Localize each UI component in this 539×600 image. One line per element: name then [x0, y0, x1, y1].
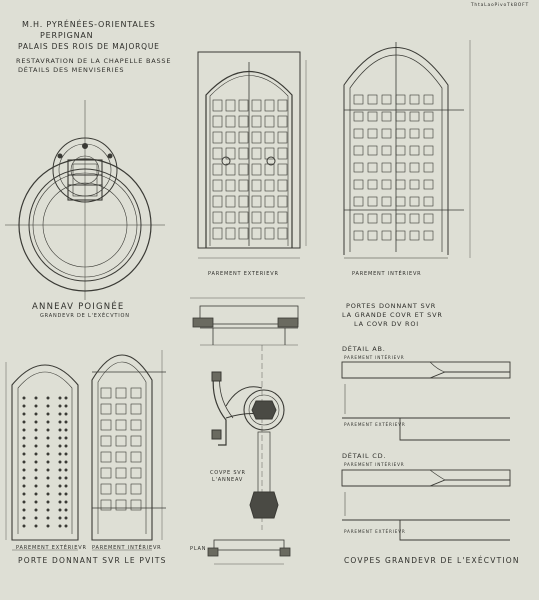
detail-cd-exterior-label: PAREMENT EXTÉRIEVR	[344, 529, 406, 534]
door-panel	[265, 180, 274, 191]
door-panel	[410, 197, 419, 206]
rivet-mark	[35, 525, 37, 527]
door-panel	[368, 95, 377, 104]
door-panel	[382, 214, 391, 223]
ring-title: ANNEAV POIGNÉE	[32, 302, 125, 312]
tall-door-exterior	[198, 52, 306, 258]
rivet-mark	[35, 429, 37, 431]
door-panel	[265, 100, 274, 111]
door-panel	[410, 95, 419, 104]
rivet-mark	[23, 493, 25, 495]
door-panel	[226, 100, 235, 111]
door-panel	[424, 231, 433, 240]
door-panel	[252, 228, 261, 239]
rivet-mark	[47, 517, 49, 519]
small-door-interior	[92, 350, 166, 550]
door-panel	[265, 164, 274, 175]
door-panel	[424, 180, 433, 189]
rivet-mark	[65, 445, 67, 447]
rivet-mark	[35, 493, 37, 495]
door-panel	[278, 212, 287, 223]
door-panel	[354, 146, 363, 155]
rivet-mark	[47, 397, 49, 399]
door-panel	[368, 163, 377, 172]
door-panel	[354, 95, 363, 104]
door-panel	[410, 231, 419, 240]
tall-door-interior	[344, 40, 470, 258]
door-panel	[116, 436, 126, 446]
rivet-mark	[23, 501, 25, 503]
rivet-mark	[59, 429, 61, 431]
rivet-mark	[65, 405, 67, 407]
rivet-mark	[35, 421, 37, 423]
rivet-mark	[35, 397, 37, 399]
rivet-mark	[47, 525, 49, 527]
door-panel	[424, 197, 433, 206]
door-panel	[278, 132, 287, 143]
door-section-plan	[190, 298, 305, 345]
small-door-interior-label: PAREMENT INTÉRIEVR	[92, 545, 162, 551]
door-panel	[226, 132, 235, 143]
door-panel	[213, 212, 222, 223]
door-panel	[213, 116, 222, 127]
door-panel	[213, 196, 222, 207]
door-panel	[354, 231, 363, 240]
door-panel	[424, 95, 433, 104]
door-panel	[424, 146, 433, 155]
door-panel	[278, 228, 287, 239]
door-panel	[265, 132, 274, 143]
rivet-mark	[65, 517, 67, 519]
rivet-mark	[65, 493, 67, 495]
rivet-mark	[59, 405, 61, 407]
door-panel	[424, 112, 433, 121]
rivet-mark	[59, 397, 61, 399]
rivet-mark	[35, 453, 37, 455]
rivet-mark	[59, 509, 61, 511]
rivet-mark	[47, 501, 49, 503]
door-panel	[131, 500, 141, 510]
rivet-mark	[23, 509, 25, 511]
rivet-mark	[23, 477, 25, 479]
rivet-mark	[47, 421, 49, 423]
door-panel	[252, 116, 261, 127]
door-panel	[239, 164, 248, 175]
small-door-exterior	[6, 362, 78, 550]
rivet-mark	[59, 501, 61, 503]
sections-title: COVPES GRANDEVR DE L'EXÉCVTION	[344, 556, 520, 565]
door-panel	[252, 132, 261, 143]
door-panel	[410, 112, 419, 121]
rivet-mark	[23, 485, 25, 487]
door-panel	[101, 452, 111, 462]
rivet-mark	[59, 437, 61, 439]
tall-doors-caption-1: PORTES DONNANT SVR	[346, 302, 437, 310]
rivet-mark	[59, 485, 61, 487]
door-panel	[354, 197, 363, 206]
header-line-1: M.H. PYRÉNÉES-ORIENTALES	[22, 20, 156, 29]
rivet-mark	[59, 421, 61, 423]
door-panel	[368, 197, 377, 206]
rivet-mark	[47, 405, 49, 407]
door-panel	[396, 146, 405, 155]
door-panel	[396, 197, 405, 206]
door-panel	[368, 129, 377, 138]
rivet-mark	[65, 421, 67, 423]
door-panel	[226, 180, 235, 191]
rivet-mark	[59, 453, 61, 455]
door-panel	[252, 180, 261, 191]
rivet-mark	[59, 493, 61, 495]
door-panel	[101, 436, 111, 446]
small-door-exterior-label: PAREMENT EXTÉRIEVR	[16, 545, 87, 551]
door-panel	[424, 163, 433, 172]
door-panel	[278, 196, 287, 207]
corner-reference: ThtaLaoPivoTkBOFT	[470, 3, 529, 8]
rivet-mark	[59, 469, 61, 471]
door-panel	[101, 484, 111, 494]
door-panel	[382, 112, 391, 121]
door-panel	[213, 132, 222, 143]
rivet-mark	[47, 445, 49, 447]
rivet-mark	[35, 517, 37, 519]
door-panel	[116, 468, 126, 478]
door-panel	[396, 129, 405, 138]
door-panel	[116, 452, 126, 462]
door-panel	[116, 500, 126, 510]
detail-ab-exterior-label: PAREMENT EXTÉRIEVR	[344, 422, 406, 427]
door-panel	[226, 196, 235, 207]
rivet-mark	[59, 525, 61, 527]
door-panel	[424, 129, 433, 138]
rivet-mark	[47, 493, 49, 495]
handle-section-label-2: L'ANNEAV	[212, 477, 244, 483]
tall-door-exterior-label: PAREMENT EXTERIEVR	[208, 271, 279, 277]
rivet-mark	[23, 453, 25, 455]
door-panel	[396, 214, 405, 223]
rivet-mark	[47, 437, 49, 439]
rivet-mark	[47, 469, 49, 471]
door-panel	[239, 132, 248, 143]
door-panel	[354, 214, 363, 223]
door-panel	[226, 212, 235, 223]
rivet-mark	[35, 445, 37, 447]
door-panel	[368, 146, 377, 155]
rivet-mark	[35, 405, 37, 407]
rivet-mark	[65, 437, 67, 439]
door-panel	[239, 180, 248, 191]
rivet-mark	[47, 485, 49, 487]
door-panel	[252, 212, 261, 223]
door-panel	[213, 180, 222, 191]
rivet-mark	[65, 501, 67, 503]
rivet-mark	[23, 517, 25, 519]
door-panel	[239, 100, 248, 111]
door-panel	[101, 388, 111, 398]
rivet-mark	[65, 461, 67, 463]
door-panel	[410, 146, 419, 155]
detail-ab-title: DÉTAIL AB.	[342, 345, 386, 353]
rivet-mark	[23, 437, 25, 439]
door-panel	[410, 214, 419, 223]
door-panel	[278, 180, 287, 191]
rivet-mark	[59, 477, 61, 479]
door-panel	[116, 404, 126, 414]
door-panel	[131, 388, 141, 398]
door-panel	[265, 196, 274, 207]
door-panel	[116, 484, 126, 494]
rivet-mark	[35, 501, 37, 503]
door-panel	[410, 163, 419, 172]
rivet-mark	[35, 413, 37, 415]
tall-doors-caption-2: LA GRANDE COVR ET SVR	[342, 311, 443, 319]
door-panel	[278, 148, 287, 159]
door-panel	[131, 468, 141, 478]
door-panel	[213, 148, 222, 159]
rivet-mark	[59, 413, 61, 415]
rivet-mark	[23, 413, 25, 415]
door-panel	[252, 196, 261, 207]
rivet-mark	[23, 445, 25, 447]
door-panel	[213, 100, 222, 111]
door-panel	[382, 197, 391, 206]
rivet-mark	[23, 421, 25, 423]
door-panel	[368, 112, 377, 121]
rivet-mark	[23, 461, 25, 463]
door-panel	[226, 116, 235, 127]
rivet-mark	[65, 509, 67, 511]
header-line-3: PALAIS DES ROIS DE MAJORQUE	[18, 42, 160, 51]
rivet-mark	[35, 437, 37, 439]
detail-ab-interior-label: PAREMENT INTÉRIEVR	[344, 355, 405, 360]
detail-cd-interior-label: PAREMENT INTÉRIEVR	[344, 462, 405, 467]
rivet-mark	[65, 485, 67, 487]
rivet-mark	[35, 509, 37, 511]
door-panel	[213, 228, 222, 239]
door-panel	[278, 164, 287, 175]
door-panel	[131, 452, 141, 462]
door-panel	[131, 420, 141, 430]
rivet-mark	[65, 469, 67, 471]
rivet-mark	[47, 429, 49, 431]
door-panel	[368, 180, 377, 189]
door-panel	[265, 116, 274, 127]
rivet-mark	[59, 517, 61, 519]
rivet-mark	[59, 445, 61, 447]
door-panel	[396, 112, 405, 121]
door-panel	[131, 484, 141, 494]
rivet-mark	[47, 461, 49, 463]
door-panel	[101, 404, 111, 414]
door-panel	[252, 164, 261, 175]
door-panel	[116, 388, 126, 398]
door-panel	[382, 231, 391, 240]
rivet-mark	[47, 477, 49, 479]
plan-label: PLAN	[190, 546, 207, 552]
rivet-mark	[35, 477, 37, 479]
rivet-mark	[59, 461, 61, 463]
door-panel	[354, 163, 363, 172]
door-panel	[382, 146, 391, 155]
door-panel	[239, 212, 248, 223]
small-doors-title: PORTE DONNANT SVR LE PVITS	[18, 556, 167, 565]
door-panel	[382, 95, 391, 104]
door-panel	[239, 196, 248, 207]
rivet-mark	[65, 429, 67, 431]
door-panel	[368, 231, 377, 240]
ring-scale: GRANDEVR DE L'EXÉCVTION	[40, 313, 130, 319]
door-panel	[239, 228, 248, 239]
rivet-mark	[65, 453, 67, 455]
rivet-mark	[23, 405, 25, 407]
door-panel	[252, 100, 261, 111]
rivet-mark	[47, 413, 49, 415]
door-panel	[101, 420, 111, 430]
rivet-mark	[65, 477, 67, 479]
door-panel	[239, 116, 248, 127]
door-panel	[396, 95, 405, 104]
tall-door-interior-label: PAREMENT INTÉRIEVR	[352, 271, 422, 277]
header-line-5: DÉTAILS DES MENVISERIES	[18, 66, 125, 74]
header-line-4: RESTAVRATION DE LA CHAPELLE BASSE	[16, 57, 172, 65]
rivet-mark	[23, 525, 25, 527]
rivet-mark	[47, 453, 49, 455]
door-panel	[239, 148, 248, 159]
door-panel	[265, 228, 274, 239]
rivet-mark	[35, 485, 37, 487]
door-panel	[396, 231, 405, 240]
rivet-mark	[65, 525, 67, 527]
rivet-mark	[23, 397, 25, 399]
door-panel	[368, 214, 377, 223]
door-panel	[101, 468, 111, 478]
door-panel	[354, 112, 363, 121]
door-panel	[354, 129, 363, 138]
door-panel	[278, 116, 287, 127]
plan-drawing	[208, 540, 290, 564]
door-panel	[131, 404, 141, 414]
door-panel	[226, 164, 235, 175]
door-panel	[410, 180, 419, 189]
tall-doors-caption-3: LA COVR DV ROI	[354, 320, 420, 328]
detail-ab-section	[342, 362, 510, 440]
door-panel	[396, 163, 405, 172]
door-panel	[382, 129, 391, 138]
door-panel	[252, 148, 261, 159]
rivet-mark	[23, 469, 25, 471]
rivet-mark	[47, 509, 49, 511]
ring-handle-drawing	[5, 100, 165, 300]
door-panel	[354, 180, 363, 189]
door-panel	[226, 228, 235, 239]
door-panel	[265, 212, 274, 223]
rivet-mark	[35, 469, 37, 471]
rivet-mark	[23, 429, 25, 431]
door-panel	[101, 500, 111, 510]
door-panel	[278, 100, 287, 111]
door-panel	[116, 420, 126, 430]
handle-section-label-1: COVPE SVR	[210, 470, 246, 476]
rivet-mark	[35, 461, 37, 463]
detail-cd-title: DÉTAIL CD.	[342, 452, 387, 460]
rivet-mark	[65, 413, 67, 415]
rivet-mark	[65, 397, 67, 399]
door-panel	[382, 180, 391, 189]
door-panel	[410, 129, 419, 138]
handle-section-drawing	[212, 345, 284, 530]
door-panel	[382, 163, 391, 172]
door-panel	[213, 164, 222, 175]
header-line-2: PERPIGNAN	[40, 31, 94, 40]
door-panel	[396, 180, 405, 189]
door-panel	[131, 436, 141, 446]
door-panel	[424, 214, 433, 223]
